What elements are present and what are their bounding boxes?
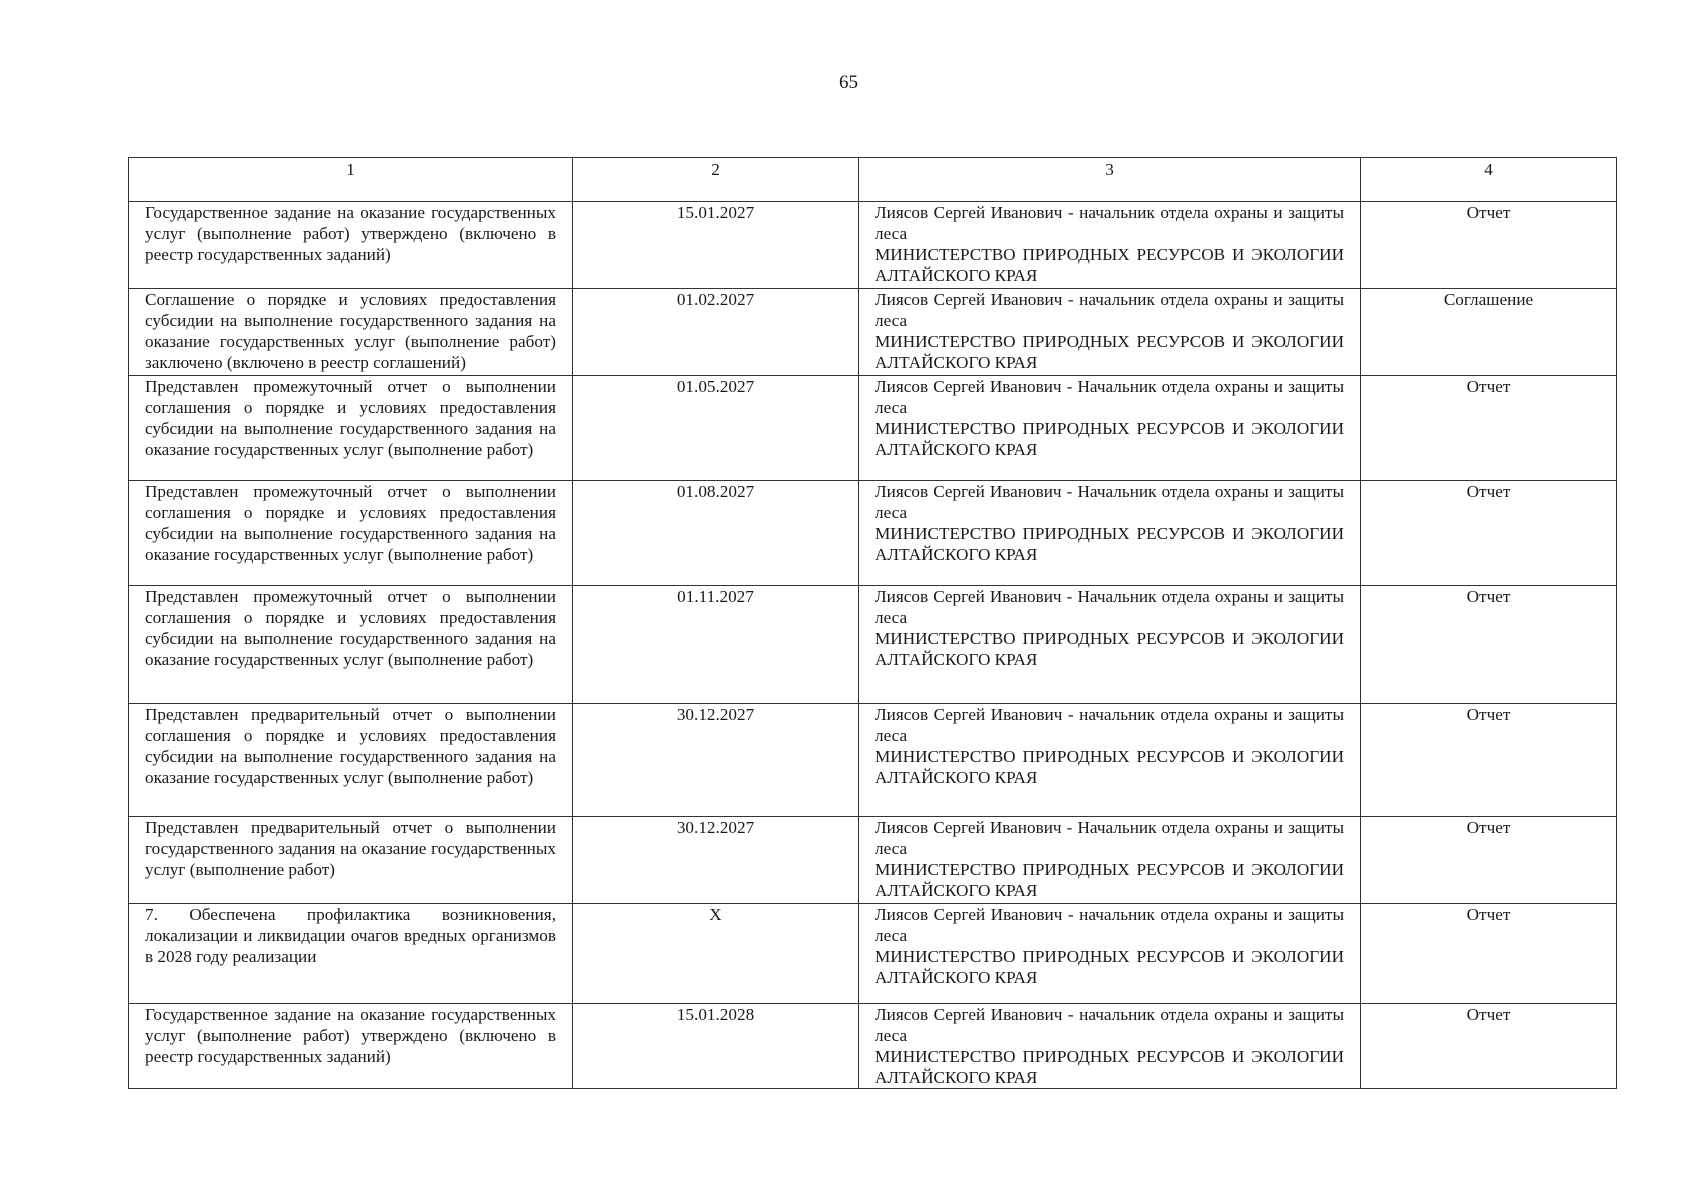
event-date: 01.08.2027 [573,481,859,586]
responsible-person: Лиясов Сергей Иванович - начальник отдела охраны и защиты леса [875,290,1344,330]
confirming-document: Отчет [1361,586,1617,704]
table-row [129,1004,1617,1089]
event-description: Государственное задание на оказание государственных услуг (выполнение работ) утверждено (включено в реестр государственных заданий) [129,1004,573,1089]
responsible-person: Лиясов Сергей Иванович - начальник отдела охраны и защиты леса [875,705,1344,745]
confirming-document: Отчет [1361,704,1617,817]
control-points-table [128,157,1617,1089]
responsible-organization: МИНИСТЕРСТВО ПРИРОДНЫХ РЕСУРСОВ И ЭКОЛОГИИ АЛТАЙСКОГО КРАЯ [875,332,1344,372]
event-description: Соглашение о порядке и условиях предоставления субсидии на выполнение государственного задания на оказание государственных услуг (выполнение работ) заключено (включено в реестр соглашений) [129,289,573,376]
table-row [129,817,1617,904]
responsible-cell [859,704,1361,817]
confirming-document: Отчет [1361,376,1617,481]
responsible-organization: МИНИСТЕРСТВО ПРИРОДНЫХ РЕСУРСОВ И ЭКОЛОГИИ АЛТАЙСКОГО КРАЯ [875,629,1344,669]
event-date: 15.01.2027 [573,202,859,289]
event-description: Представлен промежуточный отчет о выполнении соглашения о порядке и условиях предоставления субсидии на выполнение государственного задания на оказание государственных услуг (выполнение работ) [129,376,573,481]
header-row [129,158,1617,202]
responsible-person: Лиясов Сергей Иванович - начальник отдела охраны и защиты леса [875,1005,1344,1045]
event-description: Представлен промежуточный отчет о выполнении соглашения о порядке и условиях предоставления субсидии на выполнение государственного задания на оказание государственных услуг (выполнение работ) [129,586,573,704]
event-date: 01.05.2027 [573,376,859,481]
responsible-person: Лиясов Сергей Иванович - начальник отдела охраны и защиты леса [875,203,1344,243]
table-row [129,586,1617,704]
responsible-cell [859,376,1361,481]
responsible-organization: МИНИСТЕРСТВО ПРИРОДНЫХ РЕСУРСОВ И ЭКОЛОГИИ АЛТАЙСКОГО КРАЯ [875,524,1344,564]
header-col-2: 2 [573,158,859,202]
responsible-organization: МИНИСТЕРСТВО ПРИРОДНЫХ РЕСУРСОВ И ЭКОЛОГИИ АЛТАЙСКОГО КРАЯ [875,860,1344,900]
responsible-organization: МИНИСТЕРСТВО ПРИРОДНЫХ РЕСУРСОВ И ЭКОЛОГИИ АЛТАЙСКОГО КРАЯ [875,1047,1344,1087]
responsible-organization: МИНИСТЕРСТВО ПРИРОДНЫХ РЕСУРСОВ И ЭКОЛОГИИ АЛТАЙСКОГО КРАЯ [875,747,1344,787]
confirming-document: Соглашение [1361,289,1617,376]
event-date: 30.12.2027 [573,817,859,904]
confirming-document: Отчет [1361,202,1617,289]
page-number: 65 [839,72,858,93]
confirming-document: Отчет [1361,817,1617,904]
responsible-cell [859,202,1361,289]
table-row [129,289,1617,376]
responsible-person: Лиясов Сергей Иванович - Начальник отдела охраны и защиты леса [875,587,1344,627]
event-date: 01.02.2027 [573,289,859,376]
event-description: 7. Обеспечена профилактика возникновения, локализации и ликвидации очагов вредных организмов в 2028 году реализации [129,904,573,1004]
table-row [129,904,1617,1004]
event-description: Государственное задание на оказание государственных услуг (выполнение работ) утверждено (включено в реестр государственных заданий) [129,202,573,289]
responsible-cell [859,481,1361,586]
table-row [129,704,1617,817]
responsible-person: Лиясов Сергей Иванович - Начальник отдела охраны и защиты леса [875,377,1344,417]
table-row [129,376,1617,481]
responsible-person: Лиясов Сергей Иванович - начальник отдела охраны и защиты леса [875,905,1344,945]
table-row [129,202,1617,289]
event-date: 15.01.2028 [573,1004,859,1089]
confirming-document: Отчет [1361,481,1617,586]
responsible-cell [859,289,1361,376]
event-description: Представлен предварительный отчет о выполнении государственного задания на оказание государственных услуг (выполнение работ) [129,817,573,904]
table-row [129,481,1617,586]
responsible-cell [859,817,1361,904]
responsible-organization: МИНИСТЕРСТВО ПРИРОДНЫХ РЕСУРСОВ И ЭКОЛОГИИ АЛТАЙСКОГО КРАЯ [875,245,1344,285]
event-date: X [573,904,859,1004]
confirming-document: Отчет [1361,1004,1617,1089]
responsible-cell [859,1004,1361,1089]
event-date: 01.11.2027 [573,586,859,704]
responsible-cell [859,904,1361,1004]
header-col-3: 3 [859,158,1361,202]
event-description: Представлен предварительный отчет о выполнении соглашения о порядке и условиях предоставления субсидии на выполнение государственного задания на оказание государственных услуг (выполнение работ) [129,704,573,817]
header-col-4: 4 [1361,158,1617,202]
responsible-organization: МИНИСТЕРСТВО ПРИРОДНЫХ РЕСУРСОВ И ЭКОЛОГИИ АЛТАЙСКОГО КРАЯ [875,419,1344,459]
header-col-1: 1 [129,158,573,202]
responsible-organization: МИНИСТЕРСТВО ПРИРОДНЫХ РЕСУРСОВ И ЭКОЛОГИИ АЛТАЙСКОГО КРАЯ [875,947,1344,987]
event-date: 30.12.2027 [573,704,859,817]
responsible-cell [859,586,1361,704]
event-description: Представлен промежуточный отчет о выполнении соглашения о порядке и условиях предоставления субсидии на выполнение государственного задания на оказание государственных услуг (выполнение работ) [129,481,573,586]
responsible-person: Лиясов Сергей Иванович - Начальник отдела охраны и защиты леса [875,482,1344,522]
confirming-document: Отчет [1361,904,1617,1004]
responsible-person: Лиясов Сергей Иванович - Начальник отдела охраны и защиты леса [875,818,1344,858]
